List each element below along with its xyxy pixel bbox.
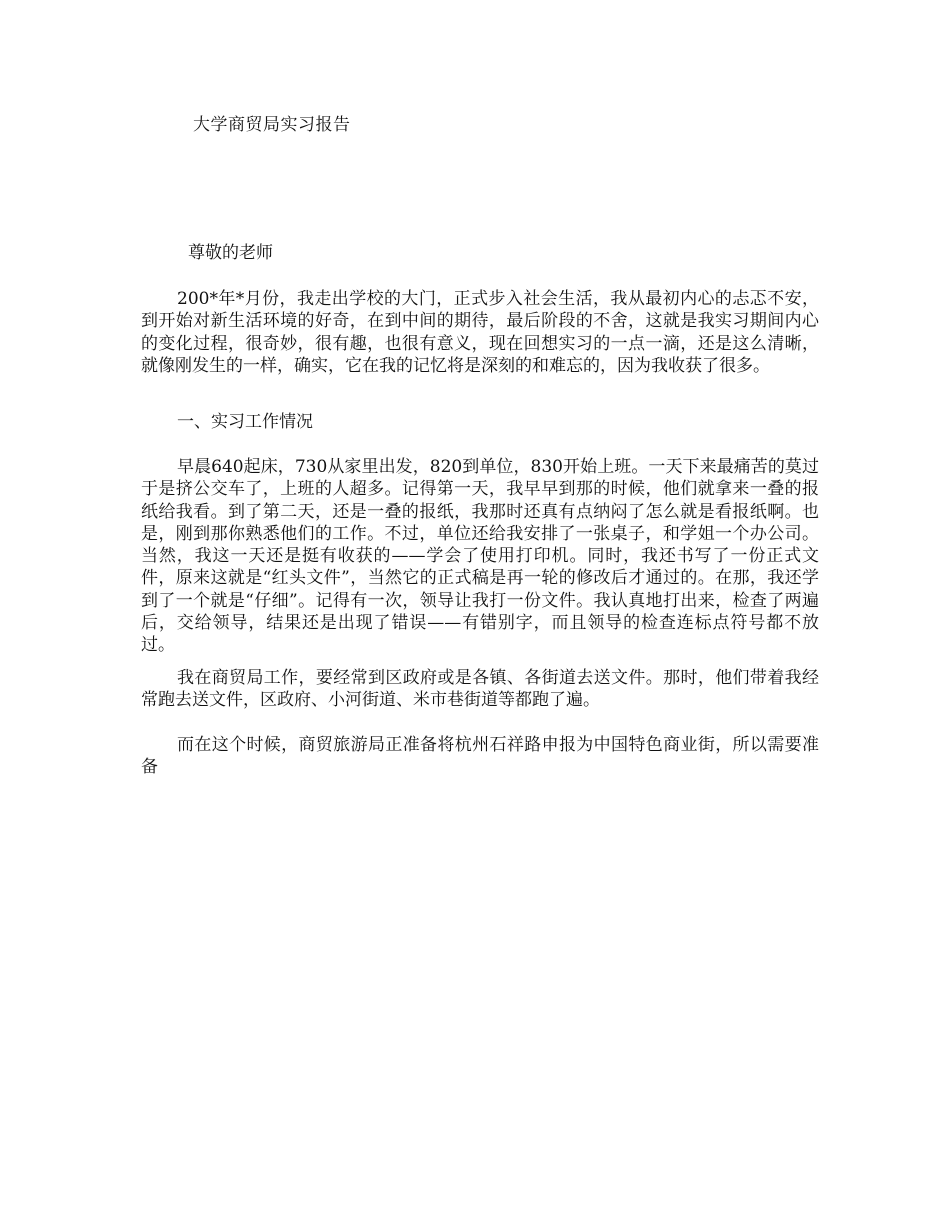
document-title: 大学商贸局实习报告	[193, 115, 351, 135]
paragraph-intro: 200*年*月份，我走出学校的大门，正式步入社会生活，我从最初内心的忐忑不安，到开始对新生活环境的好奇，在到中间的期待，最后阶段的不舍，这就是我实习期间内心的变化过程，很奇妙，很有趣，也很有意义，现在回想实习的一点一滴，还是这么清晰，就像刚发生的一样，确实，它在我的记忆将是深刻的和难忘的，因为我收获了很多。	[141, 289, 819, 376]
salutation: 尊敬的老师	[188, 243, 273, 263]
section-heading: 一、实习工作情况	[177, 412, 313, 432]
paragraph-daily-work: 早晨640起床，730从家里出发，820到单位，830开始上班。一天下来最痛苦的莫过于是挤公交车了，上班的人超多。记得第一天，我早早到那的时候，他们就拿来一叠的报纸给我看。到了第二天，还是一叠的报纸，我那时还真有点纳闷了怎么就是看报纸啊。也是，刚到那你熟悉他们的工作。不过，单位还给我安排了一张桌子，和学姐一个办公司。当然，我这一天还是挺有收获的——学会了使用打印机。同时，我还书写了一份正式文件，原来这就是“红头文件”，当然它的正式稿是再一轮的修改后才通过的。在那，我还学到了一个就是“仔细”。记得有一次，领导让我打一份文件。我认真地打出来，检查了两遍后，交给领导，结果还是出现了错误——有错别字，而且领导的检查连标点符号都不放过。	[141, 457, 819, 656]
paragraph-delivering-documents: 我在商贸局工作，要经常到区政府或是各镇、各街道去送文件。那时，他们带着我经常跑去送文件，区政府、小河街道、米市巷街道等都跑了遍。	[141, 668, 819, 711]
paragraph-commercial-street: 而在这个时候，商贸旅游局正准备将杭州石祥路申报为中国特色商业街，所以需要准备	[141, 735, 819, 778]
